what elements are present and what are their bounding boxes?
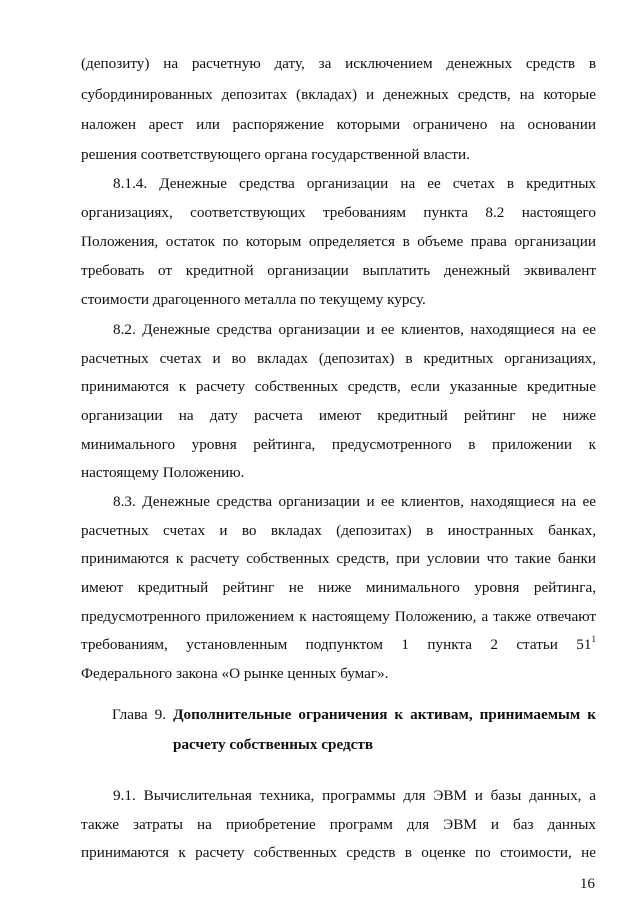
text-line: стоимости драгоценного металла по текущему курсу. [81,291,426,308]
text-line: также затраты на приобретение программ для ЭВМ и баз данных [81,816,596,833]
text-line: организациях, соответствующих требованиям пункта 8.2 настоящего [81,204,596,221]
text-line: расчетных счетах и во вкладах (депозитах) в иностранных банках, [81,522,596,539]
text-line: решения соответствующего органа государственной власти. [81,146,470,163]
text-line: 8.1.4. Денежные средства организации на ее счетах в кредитных [113,175,596,192]
text-line: принимаются к расчету собственных средств, если указанные кредитные [81,378,596,395]
text-line: принимаются к расчету собственных средств в оценке по стоимости, не [81,844,596,861]
text-line: требовать от кредитной организации выплатить денежный эквивалент [81,262,596,279]
text-line: наложен арест или распоряжение которыми ограничено на основании [81,116,596,133]
text-line: минимального уровня рейтинга, предусмотренного в приложении к [81,436,596,453]
text-line: требованиям, установленным подпунктом 1 пункта 2 статьи $51^1$ [81,634,596,653]
text-line: Федерального закона «О рынке ценных бумаг». [81,665,389,682]
chapter-prefix: Глава 9. [112,706,167,723]
text-line: настоящему Положению. [81,464,245,481]
text-line: субординированных депозитах (вкладах) и денежных средств, на которые [81,86,596,103]
text-line: 9.1. Вычислительная техника, программы для ЭВМ и базы данных, а [113,787,596,804]
text-line: 8.2. Денежные средства организации и ее клиентов, находящиеся на ее [113,321,596,338]
text-line: Положения, остаток по которым определяется в объеме права организации [81,233,596,250]
chapter-heading [112,705,596,725]
footnote-superscript: 1 [591,634,596,644]
text-line: принимаются к расчету собственных средств, при условии что такие банки [81,550,596,567]
page-number: 16 [579,875,595,892]
chapter-title-line-2: расчету собственных средств [173,736,374,753]
text-line: 8.3. Денежные средства организации и ее клиентов, находящиеся на ее [113,493,596,510]
text-line: (депозиту) на расчетную дату, за исключением денежных средств в [81,55,596,72]
text-line: имеют кредитный рейтинг не ниже минимального уровня рейтинга, [81,579,596,596]
text-line: расчетных счетах и во вкладах (депозитах) в кредитных организациях, [81,350,596,367]
chapter-title-line-1: Дополнительные ограничения к активам, принимаемым к [173,706,596,723]
text-line: предусмотренного приложением к настоящему Положению, а также отвечают [81,608,596,625]
text-line: организации на дату расчета имеют кредитный рейтинг не ниже [81,407,596,424]
